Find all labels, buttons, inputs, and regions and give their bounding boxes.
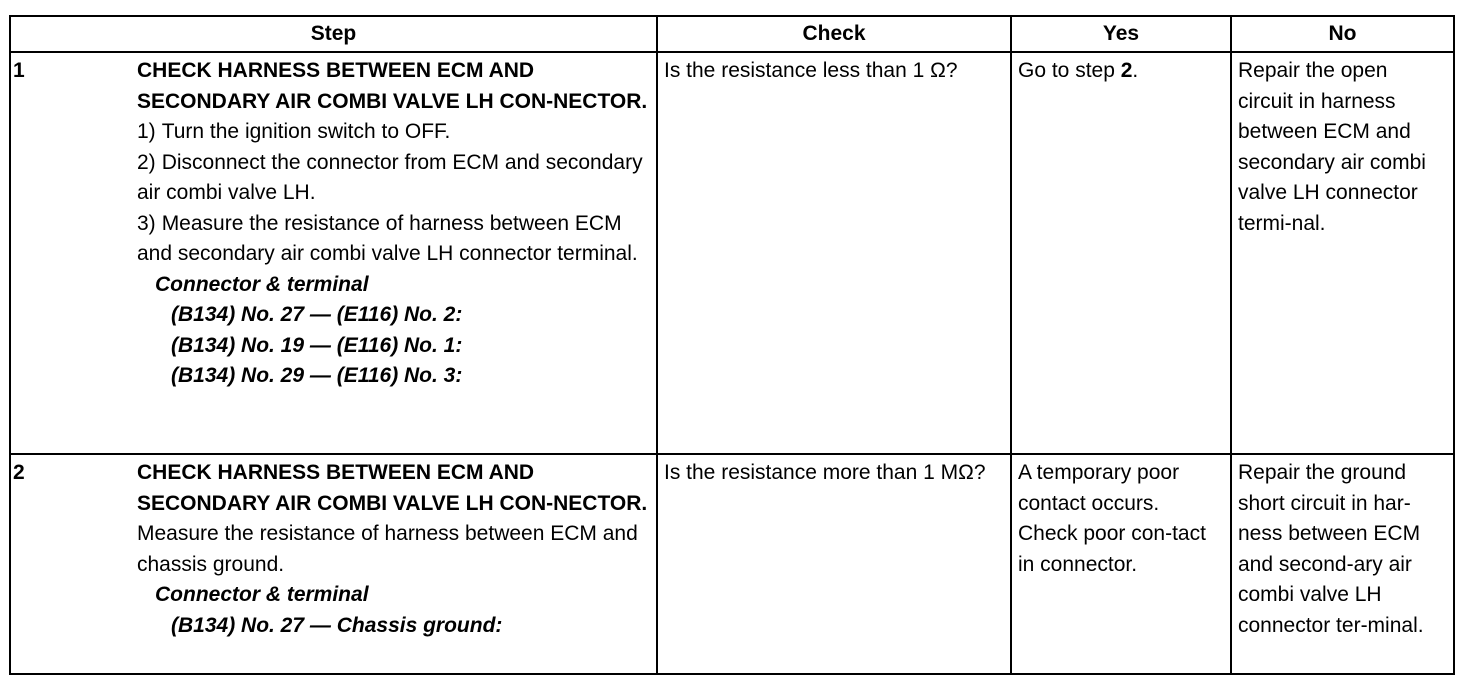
- header-step: Step: [10, 16, 657, 52]
- instruction-line: [137, 117, 650, 148]
- no-text: Repair the open circuit in harness between ECM and secondary air combi valve LH connector termi-nal.: [1238, 59, 1426, 235]
- check-cell: [657, 454, 1011, 674]
- yes-text: A temporary poor contact occurs. Check poor con-tact in connector.: [1018, 461, 1206, 576]
- connector-line: (B134) No. 27 — (E116) No. 2:: [171, 303, 463, 326]
- no-cell: [1231, 454, 1454, 674]
- yes-cell: [1011, 52, 1231, 454]
- step-number: 1: [13, 59, 25, 82]
- header-no: No: [1231, 16, 1454, 52]
- yes-cell: [1011, 454, 1231, 674]
- connector-line: (B134) No. 27 — Chassis ground:: [171, 613, 503, 637]
- diagnostic-table: [9, 15, 1455, 675]
- no-cell: [1231, 52, 1454, 454]
- instruction-text: Measure the resistance of harness between ECM and secondary air combi valve LH connector terminal.: [137, 211, 638, 265]
- instruction-line: [137, 148, 650, 209]
- step-cell: [10, 52, 657, 454]
- step-title: CHECK HARNESS BETWEEN ECM AND SECONDARY AIR COMBI VALVE LH CON-NECTOR.: [137, 59, 648, 113]
- connector-line: (B134) No. 29 — (E116) No. 3:: [171, 364, 463, 387]
- connector-heading: Connector & terminal: [155, 272, 369, 296]
- instruction-text: Measure the resistance of harness between ECM and chassis ground.: [137, 522, 638, 576]
- yes-text: [1012, 53, 1230, 90]
- header-yes: Yes: [1011, 16, 1231, 52]
- instruction-number: 3): [137, 211, 156, 235]
- instruction-text: Turn the ignition switch to OFF.: [161, 120, 451, 143]
- yes-prefix: Go to step: [1018, 59, 1121, 82]
- step-number: 2: [13, 461, 25, 484]
- instruction-number: 2): [137, 150, 156, 174]
- table-row: [10, 52, 1454, 454]
- no-text: Repair the ground short circuit in har-ness between ECM and second-ary air combi valve LH connector ter-minal.: [1238, 461, 1424, 637]
- check-cell: [657, 52, 1011, 454]
- check-text: Is the resistance more than 1 MΩ?: [664, 461, 986, 484]
- header-row: [10, 16, 1454, 52]
- connector-line: (B134) No. 19 — (E116) No. 1:: [171, 333, 463, 357]
- yes-suffix: .: [1132, 59, 1139, 82]
- table-row: [10, 454, 1454, 674]
- header-check: Check: [657, 16, 1011, 52]
- step-title: CHECK HARNESS BETWEEN ECM AND SECONDARY AIR COMBI VALVE LH CON-NECTOR.: [137, 461, 648, 515]
- instruction-line: [137, 209, 650, 270]
- check-text: Is the resistance less than 1 Ω?: [664, 59, 958, 82]
- yes-step-ref: 2: [1120, 59, 1133, 82]
- instruction-text: Disconnect the connector from ECM and secondary air combi valve LH.: [137, 150, 643, 204]
- step-cell: [10, 454, 657, 674]
- connector-heading: Connector & terminal: [155, 583, 369, 606]
- instruction-number: 1): [137, 120, 156, 143]
